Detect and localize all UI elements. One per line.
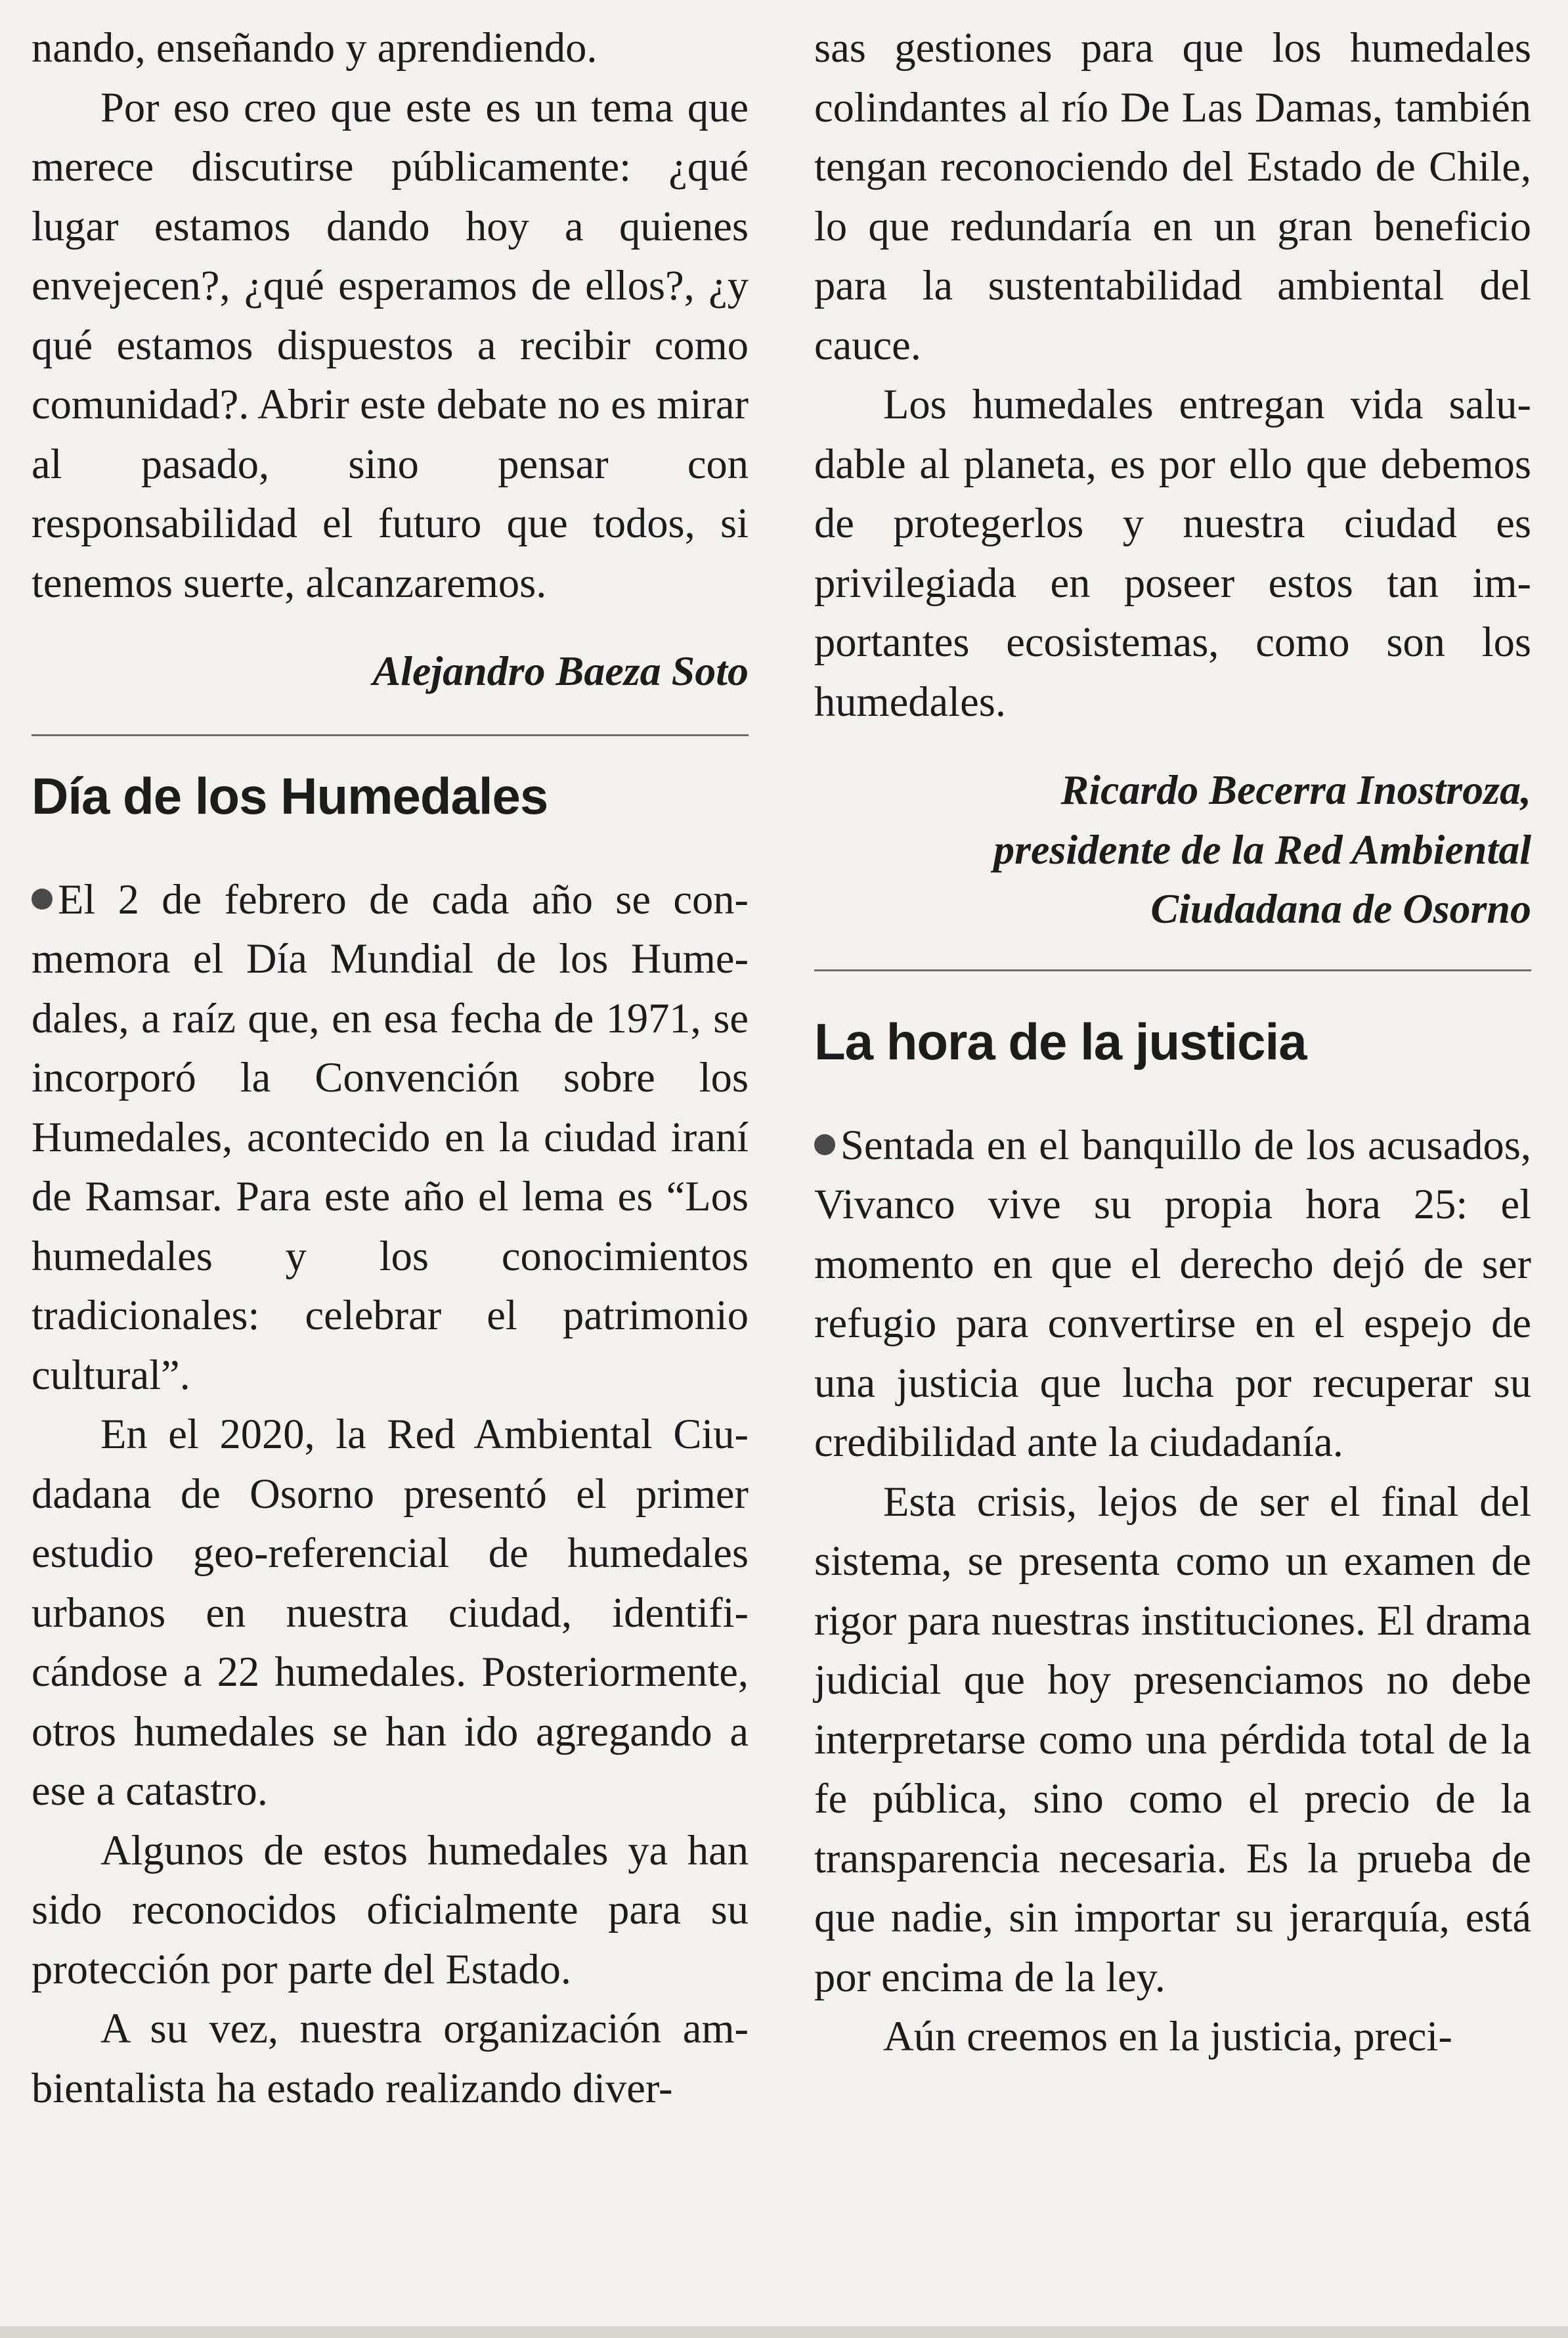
letter-signature: Alejandro Baeza Soto [372, 648, 749, 694]
article-title: Día de los Humedales [32, 766, 548, 825]
letter-continuation: nando, enseñando y aprendiendo. [32, 24, 598, 71]
signature-name: Ricardo Becerra Inostroza, [1060, 766, 1531, 813]
article-paragraph: Algunos de estos humedales ya han sido reconocidos oficialmente para su protección por parte del Estado. [32, 1826, 749, 1993]
article-paragraph-text: El 2 de febrero de cada año se conmemora el Día Mundial de los Humedales, a raíz que, en esa fecha de 1971, se incorporó la Convención sobre los Humedales, acontecido en la ciudad iraní de Ramsar. Para este año el lema es “Los humedales y los conocimientos tradicionales: celebrar el patrimonio cultural”. [32, 875, 749, 1398]
article-paragraph: En el 2020, la Red Ambiental Ciudadana de Osorno presentó el primer estudio geo-referencial de humedales urbanos en nuestra ciudad, identificándose a 22 humedales. Posteriormente, otros humedales se han ido agregando a ese a catastro. [32, 1411, 749, 1814]
article-paragraph: Esta crisis, lejos de ser el final del sistema, se presenta como un examen de rigor para nuestras instituciones. El drama judicial que hoy presenciamos no debe interpretarse como una pérdida total de la fe pública, sino como el precio de la transparencia necesaria. Es la prueba de que nadie, sin importar su jerarquía, está por encima de la ley. [814, 1478, 1531, 2000]
bullet-icon [814, 1134, 835, 1155]
article-paragraph [32, 870, 749, 1405]
left-column [32, 18, 749, 2118]
right-column [814, 18, 1531, 2067]
article-paragraph: A su vez, nuestra organización ambientalista ha estado realizando diver- [32, 2005, 749, 2111]
letter-paragraph: Los humedales entregan vida saludable al planeta, es por ello que debemos de protegerlos y nuestra ciudad es privilegiada en poseer estos tan importantes ecosistemas, como son los humedales. [814, 381, 1531, 725]
bullet-icon [32, 889, 53, 910]
article-paragraph-text: Sentada en el banquillo de los acusados, Vivanco vive su propia hora 25: el momento en que el derecho dejó de ser refugio para convertirse en el espejo de una justicia que lucha por recuperar su credibilidad ante la ciudadanía. [814, 1121, 1531, 1465]
page-bottom-edge [0, 2326, 1568, 2338]
article-title: La hora de la justicia [814, 1012, 1307, 1070]
article-paragraph: Aún creemos en la justicia, preci- [883, 2013, 1452, 2060]
article-paragraph [814, 1116, 1531, 1472]
signature-role: presidente de la Red Ambiental [993, 826, 1531, 873]
signature-organization: Ciudadana de Osorno [1150, 885, 1531, 932]
letter-signature [814, 761, 1531, 939]
letter-paragraph: Por eso creo que este es un tema que merece discutirse públicamente: ¿qué lugar estamos dando hoy a quienes envejecen?, ¿qué esperamos de ellos?, ¿y qué estamos dispuestos a recibir como comunidad?. Abrir este debate no es mirar al pasado, sino pensar con responsabilidad el futuro que todos, si tenemos suerte, alcanzaremos. [32, 83, 749, 606]
section-divider [814, 969, 1531, 971]
section-divider [32, 734, 749, 736]
letter-continuation: sas gestiones para que los humedales colindantes al río De Las Damas, también tengan reconociendo del Estado de Chile, lo que redundaría en un gran beneficio para la sustentabilidad ambiental del cauce. [814, 24, 1531, 368]
